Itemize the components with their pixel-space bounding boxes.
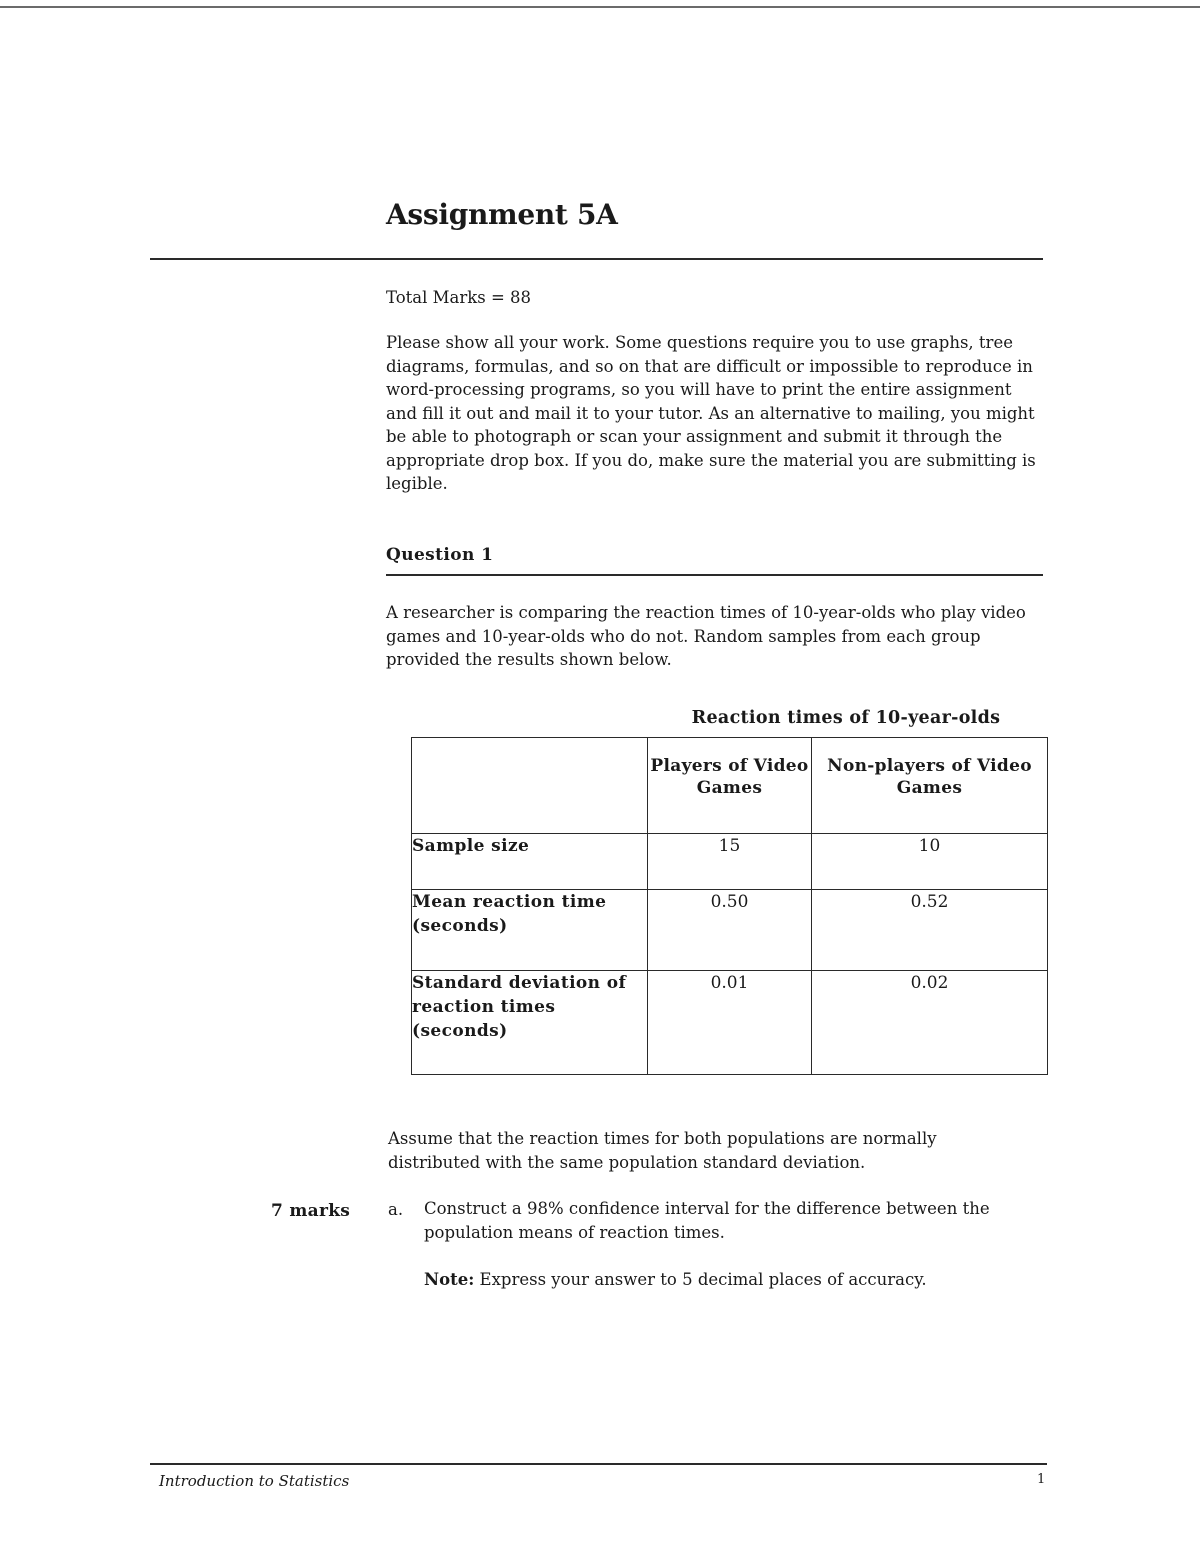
column-header-players: Players of Video Games bbox=[648, 738, 812, 834]
footer-divider bbox=[150, 1463, 1047, 1465]
note-paragraph bbox=[424, 1268, 1024, 1292]
row-label: Standard deviation of reaction times (seconds) bbox=[412, 971, 648, 1075]
players-value: 15 bbox=[648, 834, 812, 890]
column-header-nonplayers: Non-players of Video Games bbox=[812, 738, 1048, 834]
nonplayers-value: 0.52 bbox=[812, 890, 1048, 971]
scan-edge-line bbox=[0, 6, 1200, 8]
part-a-text: Construct a 98% confidence interval for the difference between the population means of reaction times. bbox=[424, 1199, 990, 1242]
players-value: 0.01 bbox=[648, 971, 812, 1075]
part-letter: a. bbox=[388, 1200, 404, 1219]
row-label: Mean reaction time (seconds) bbox=[412, 890, 648, 971]
reaction-times-table bbox=[411, 737, 1048, 1075]
footer-course-title: Introduction to Statistics bbox=[159, 1472, 350, 1490]
nonplayers-value: 0.02 bbox=[812, 971, 1048, 1075]
total-marks: Total Marks = 88 bbox=[386, 288, 532, 307]
question-heading: Question 1 bbox=[386, 545, 494, 565]
table-corner-cell bbox=[412, 738, 648, 834]
table-caption: Reaction times of 10-year-olds bbox=[691, 708, 1001, 728]
table-row bbox=[412, 971, 1048, 1075]
assignment-title: Assignment 5A bbox=[386, 198, 618, 231]
table-row bbox=[412, 890, 1048, 971]
row-label: Sample size bbox=[412, 834, 648, 890]
page-number: 1 bbox=[1037, 1472, 1046, 1487]
note-label: Note: bbox=[424, 1270, 475, 1289]
question-intro: A researcher is comparing the reaction times of 10-year-olds who play video games and 10-year-olds who do not. Random samples from each group provided the results shown below. bbox=[386, 603, 1026, 669]
table-header-row bbox=[412, 738, 1048, 834]
marks-label: 7 marks bbox=[271, 1201, 351, 1221]
assumption-paragraph: Assume that the reaction times for both populations are normally distributed with the same population standard deviation. bbox=[388, 1129, 937, 1172]
table-row bbox=[412, 834, 1048, 890]
question-divider bbox=[386, 574, 1043, 576]
note-text: Express your answer to 5 decimal places of accuracy. bbox=[474, 1270, 927, 1289]
nonplayers-value: 10 bbox=[812, 834, 1048, 890]
instructions-paragraph: Please show all your work. Some questions require you to use graphs, tree diagrams, formulas, and so on that are difficult or impossible to reproduce in word-processing programs, so you will have to print the entire assignment and fill it out and mail it to your tutor. As an alternative to mailing, you might be able to photograph or scan your assignment and submit it through the appropriate drop box. If you do, make sure the material you are submitting is legible. bbox=[386, 333, 1036, 493]
players-value: 0.50 bbox=[648, 890, 812, 971]
title-divider bbox=[150, 258, 1043, 260]
